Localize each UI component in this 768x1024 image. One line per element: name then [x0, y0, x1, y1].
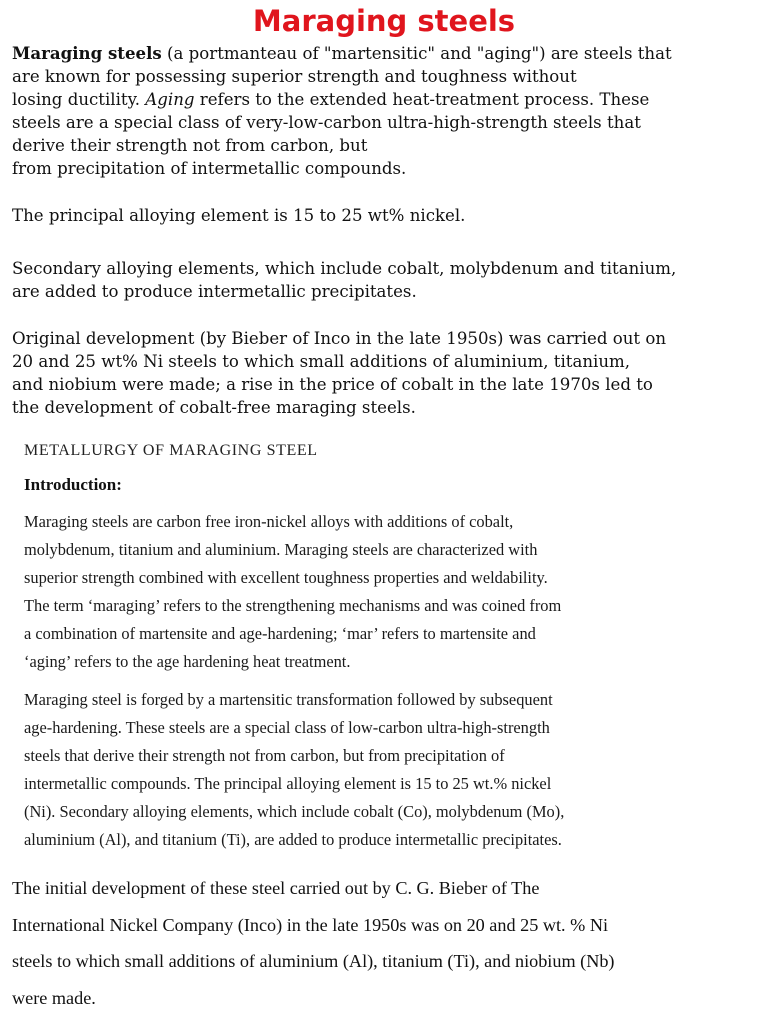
secondary-line-2: are added to produce intermetallic precipitates. — [12, 282, 417, 301]
scan-section-heading: METALLURGY OF MARAGING STEEL — [24, 442, 318, 459]
page-title: Maraging steels — [252, 4, 516, 38]
principal-paragraph — [12, 204, 764, 227]
scan-p2-line: (Ni). Secondary alloying elements, which include cobalt (Co), molybdenum (Mo), — [24, 802, 565, 821]
secondary-paragraph — [12, 257, 764, 303]
intro-line-3 — [12, 88, 764, 111]
final-line: The initial development of these steel carried out by C. G. Bieber of The — [12, 878, 540, 898]
scan-p2-line: intermetallic compounds. The principal alloying element is 15 to 25 wt.% nickel — [24, 774, 552, 793]
final-line: International Nickel Company (Inco) in the late 1950s was on 20 and 25 wt. % Ni — [12, 914, 609, 935]
development-line-4: the development of cobalt-free maraging steels. — [12, 398, 416, 417]
intro-line-4: steels are a special class of very-low-carbon ultra-high-strength steels that — [12, 113, 641, 132]
development-line-1: Original development (by Bieber of Inco in the late 1950s) was carried out on — [12, 329, 667, 348]
intro-line-3-a: losing ductility. — [12, 90, 146, 109]
scan-paragraph-2 — [24, 686, 764, 854]
scan-p1-line: ‘aging’ refers to the age hardening heat treatment. — [24, 652, 351, 671]
scan-paragraph-1 — [24, 508, 764, 676]
intro-line-1 — [12, 42, 764, 65]
intro-line-5: derive their strength not from carbon, but — [12, 136, 368, 155]
scan-p1-line: superior strength combined with excellent toughness properties and weldability. — [24, 568, 548, 587]
intro-aging-term: Aging — [145, 90, 195, 109]
intro-lead-term: Maraging steels — [12, 43, 162, 63]
final-line: were made. — [12, 987, 96, 1008]
intro-line-2: are known for possessing superior strength and toughness without — [12, 67, 577, 86]
final-line: steels to which small additions of aluminium (Al), titanium (Ti), and niobium (Nb) — [12, 951, 615, 971]
development-paragraph — [12, 327, 764, 419]
scan-p2-line: age-hardening. These steels are a special class of low-carbon ultra-high-strength — [24, 718, 550, 737]
scan-p1-line: a combination of martensite and age-hardening; ‘mar’ refers to martensite and — [24, 624, 536, 643]
scan-p2-line: Maraging steel is forged by a martensitic transformation followed by subsequent — [24, 690, 553, 709]
principal-line-1: The principal alloying element is 15 to 25 wt% nickel. — [12, 206, 466, 225]
scan-p2-line: steels that derive their strength not from carbon, but from precipitation of — [24, 746, 505, 765]
scan-p1-line: molybdenum, titanium and aluminium. Maraging steels are characterized with — [24, 540, 538, 559]
intro-line-3-b: refers to the extended heat-treatment process. These — [194, 90, 650, 109]
scan-introduction-heading: Introduction: — [24, 475, 122, 494]
intro-line-1-text: (a portmanteau of "martensitic" and "aging") are steels that — [161, 44, 672, 63]
scan-p2-line: aluminium (Al), and titanium (Ti), are added to produce intermetallic precipitates. — [24, 830, 562, 849]
intro-paragraph — [12, 42, 764, 180]
scan-p1-line: Maraging steels are carbon free iron-nickel alloys with additions of cobalt, — [24, 512, 514, 531]
intro-line-6: from precipitation of intermetallic compounds. — [12, 159, 407, 178]
development-line-2: 20 and 25 wt% Ni steels to which small additions of aluminium, titanium, — [12, 352, 631, 371]
secondary-line-1: Secondary alloying elements, which include cobalt, molybdenum and titanium, — [12, 259, 677, 278]
development-line-3: and niobium were made; a rise in the price of cobalt in the late 1970s led to — [12, 375, 653, 394]
final-paragraph — [12, 870, 768, 1016]
scan-p1-line: The term ‘maraging’ refers to the strengthening mechanisms and was coined from — [24, 596, 562, 615]
